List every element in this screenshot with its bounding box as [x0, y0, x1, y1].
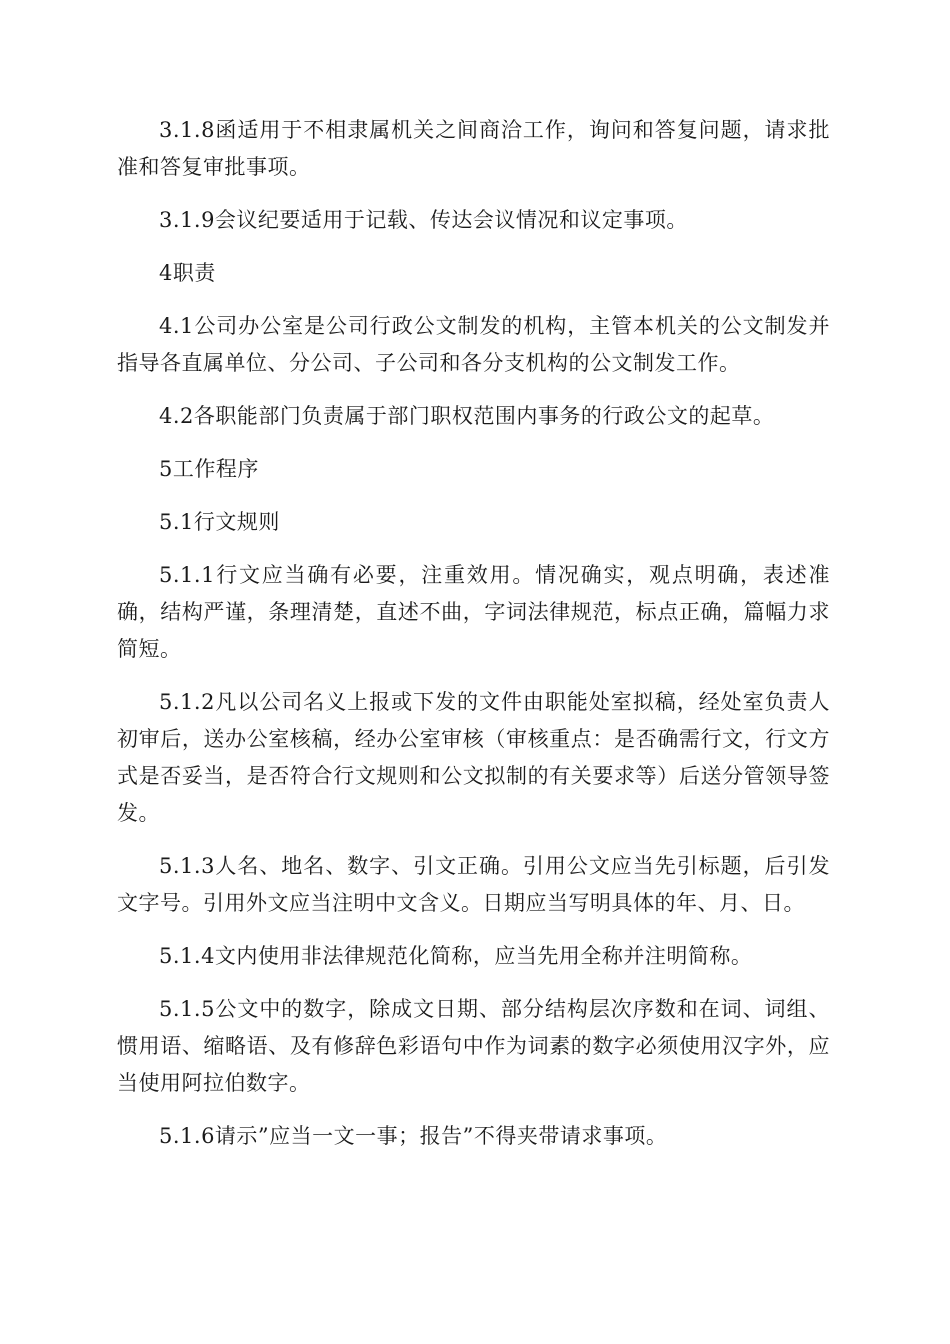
section-heading-5-1: 5.1行文规则	[159, 510, 280, 534]
paragraph-3-1-8: 3.1.8函适用于不相隶属机关之间商洽工作，询问和答复问题，请求批准和答复审批事项。	[117, 118, 830, 179]
paragraph-5-1-5: 5.1.5公文中的数字，除成文日期、部分结构层次序数和在词、词组、惯用语、缩略语、及有修辞色彩语句中作为词素的数字必须使用汉字外，应当使用阿拉伯数字。	[117, 997, 830, 1095]
paragraph-5-1-2: 5.1.2凡以公司名义上报或下发的文件由职能处室拟稿，经处室负责人初审后，送办公室核稿，经办公室审核（审核重点：是否确需行文，行文方式是否妥当，是否符合行文规则和公文拟制的有关要求等）后送分管领导签发。	[117, 690, 830, 825]
paragraph-4-1: 4.1公司办公室是公司行政公文制发的机构，主管本机关的公文制发并指导各直属单位、分公司、子公司和各分支机构的公文制发工作。	[117, 314, 830, 375]
section-heading-5: 5工作程序	[159, 457, 259, 481]
paragraph-4-2: 4.2各职能部门负责属于部门职权范围内事务的行政公文的起草。	[159, 404, 775, 428]
paragraph-5-1-1: 5.1.1行文应当确有必要，注重效用。情况确实，观点明确，表述准确，结构严谨，条理清楚，直述不曲，字词法律规范，标点正确，篇幅力求简短。	[117, 563, 830, 661]
paragraph-5-1-6: 5.1.6请示”应当一文一事；报告”不得夹带请求事项。	[159, 1124, 668, 1148]
document-body	[117, 112, 830, 1171]
paragraph-5-1-4: 5.1.4文内使用非法律规范化简称，应当先用全称并注明简称。	[159, 944, 753, 968]
paragraph-5-1-3: 5.1.3人名、地名、数字、引文正确。引用公文应当先引标题，后引发文字号。引用外文应当注明中文含义。日期应当写明具体的年、月、日。	[117, 854, 830, 915]
section-heading-4: 4职责	[159, 261, 216, 285]
paragraph-3-1-9: 3.1.9会议纪要适用于记载、传达会议情况和议定事项。	[159, 208, 688, 232]
